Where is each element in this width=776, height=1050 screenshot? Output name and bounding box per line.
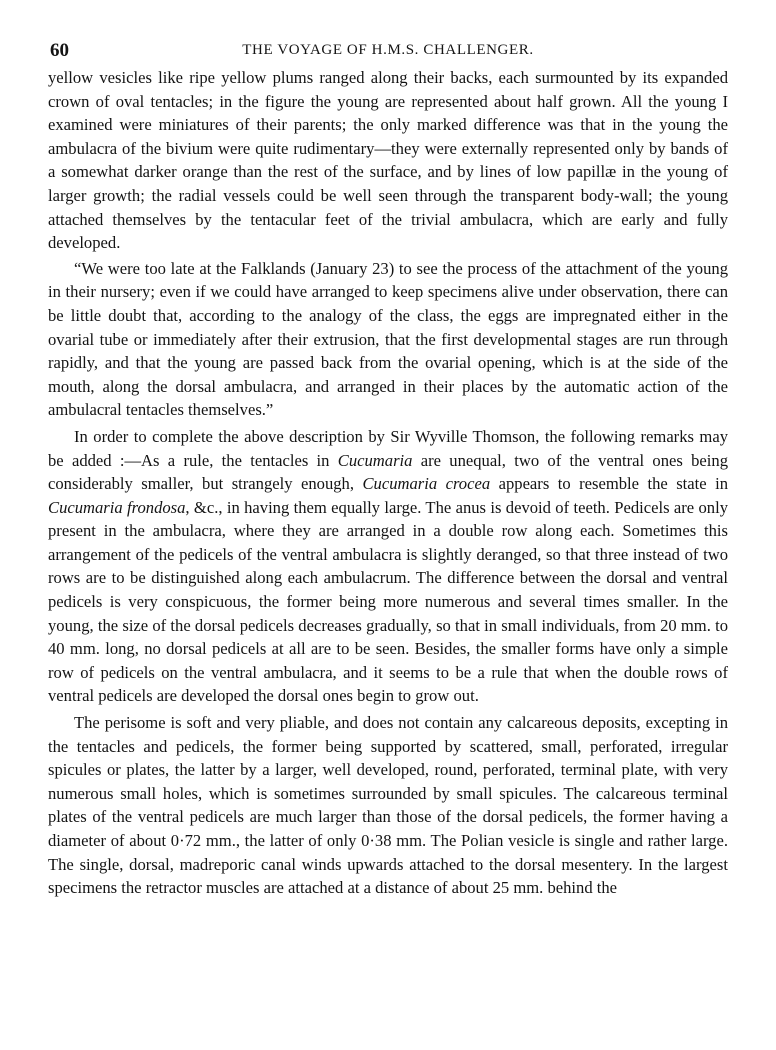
document-page [48, 40, 728, 900]
paragraph-perisome: The perisome is soft and very pliable, and does not contain any calcareous deposits, excepting in the tentacles and pedicels, the former being supported by scattered, small, perforated, irregular spicules or plates, the latter by a larger, well developed, round, perforated, terminal plate, with very numerous small holes, which is sometimes surrounded by small spicules. The calcareous terminal plates of the ventral pedicels are much larger than those of the dorsal pedicels, the former having a diameter of about 0·72 mm., the latter of only 0·38 mm. The Polian vesicle is single and rather large. The single, dorsal, madreporic canal winds upwards attached to the dorsal mesentery. In the largest specimens the retractor muscles are attached at a distance of about 25 mm. behind the [48, 713, 728, 898]
paragraph-continuation: yellow vesicles like ripe yellow plums ranged along their backs, each surmounted by its expanded crown of oval tentacles; in the figure the young are represented about half grown. All the young I examined were miniatures of their parents; the only marked difference was that in the young the ambulacra of the bivium were quite rudimentary—they were externally represented only by bands of a somewhat darker orange than the rest of the surface, and by lines of low papillæ in the young of larger growth; the radial vessels could be well seen through the transparent body-wall; the young attached themselves by the tentacular feet of the trivial ambulacra, which are early and fully developed. [48, 68, 728, 253]
page-number: 60 [50, 40, 69, 61]
species-name: Cucumaria frondosa [48, 497, 186, 517]
species-name: Cucumaria crocea [362, 474, 491, 494]
page-header [48, 40, 728, 66]
species-name: Cucumaria [337, 450, 413, 470]
paragraph-quotation: “We were too late at the Falklands (January 23) to see the process of the attachment of the young in their nursery; even if we could have arranged to keep specimens alive under observation, there can be little doubt that, according to the analogy of the class, the eggs are impregnated either in the ovarial tube or immediately after their extrusion, that the first developmental stages are run through rapidly, and that the young are passed back from the ovarial opening, which is at the side of the mouth, along the dorsal ambulacra, and arranged in their places by the automatic action of the ambulacral tentacles themselves.” [48, 258, 728, 420]
paragraph-remarks [48, 425, 728, 708]
paragraph-text: , &c., in having them equally large. The anus is devoid of teeth. Pedicels are only present in the ambulacra, where they are arranged in a double row along each. Sometimes this arrangement of the pedicels of the ventral ambulacra is slightly deranged, so that three instead of two rows are to be distinguished along each ambulacrum. The difference between the dorsal and ventral pedicels is very conspicuous, the former being more numerous and several times smaller. In the young, the size of the dorsal pedicels decreases gradually, so that in small individuals, from 20 mm. to 40 mm. long, no dorsal pedicels at all are to be seen. Besides, the smaller forms have only a simple row of pedicels on the ventral ambulacra, and it seems to be a rule that when the double rows of ventral pedicels are developed the dorsal ones begin to grow out. [48, 497, 728, 706]
paragraph-text: appears to resemble the state in [490, 474, 728, 494]
paragraph-text: In order to complete the above description by Sir Wyville Thomson, the following remarks may be added :—As a rule, the tentacles in [48, 426, 728, 470]
paragraph-text: are unequal, two of the ventral ones being considerably smaller, but strangely enough, [48, 450, 728, 494]
running-title: THE VOYAGE OF H.M.S. CHALLENGER. [242, 42, 534, 58]
